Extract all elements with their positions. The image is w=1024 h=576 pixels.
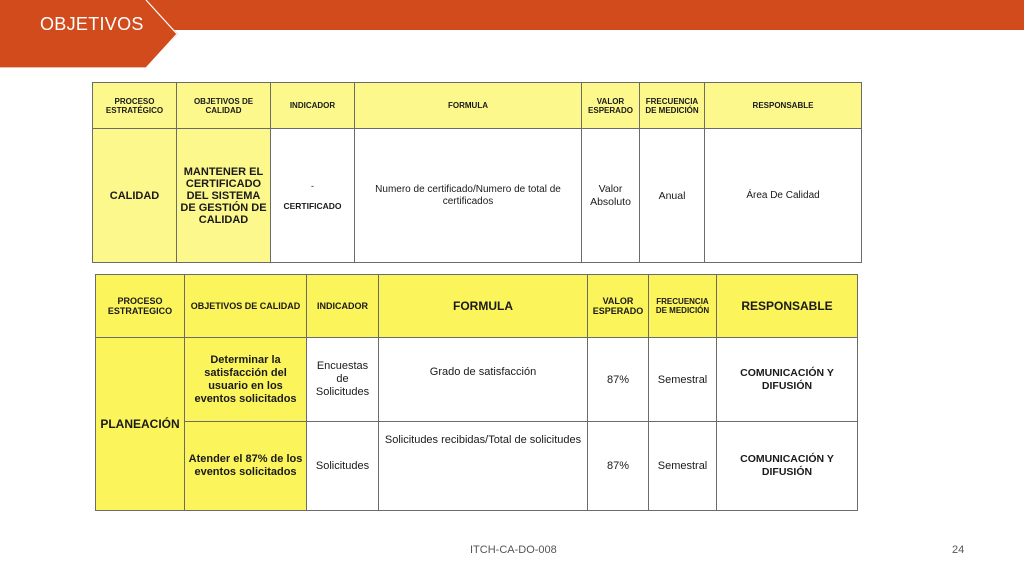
cell-valor: Valor Absoluto	[582, 129, 640, 263]
cell-responsable: Área De Calidad	[705, 129, 862, 263]
header-objetivos: OBJETIVOS DE CALIDAD	[185, 275, 307, 338]
cell-proceso: PLANEACIÓN	[96, 338, 185, 511]
cell-responsable: COMUNICACIÓN Y DIFUSIÓN	[717, 422, 858, 511]
header-responsable: RESPONSABLE	[717, 275, 858, 338]
header-formula: FORMULA	[355, 83, 582, 129]
cell-objetivo: Atender el 87% de los eventos solicitados	[185, 422, 307, 511]
header-formula: FORMULA	[379, 275, 588, 338]
cell-valor: 87%	[588, 338, 649, 422]
header-frecuencia: FRECUENCIA DE MEDICIÓN	[649, 275, 717, 338]
cell-frecuencia: Semestral	[649, 422, 717, 511]
cell-frecuencia: Semestral	[649, 338, 717, 422]
header-valor: VALOR ESPERADO	[588, 275, 649, 338]
cell-responsable: COMUNICACIÓN Y DIFUSIÓN	[717, 338, 858, 422]
slide-title: OBJETIVOS	[40, 14, 144, 34]
header-frecuencia: FRECUENCIA DE MEDICIÓN	[640, 83, 705, 129]
footer-page-number: 24	[952, 544, 965, 556]
header-responsable: RESPONSABLE	[705, 83, 862, 129]
title-tab-outline	[0, 0, 180, 70]
header-indicador: INDICADOR	[307, 275, 379, 338]
calidad-objectives-table	[92, 82, 862, 263]
indicator-mark: -	[311, 180, 314, 191]
header-valor: VALOR ESPERADO	[582, 83, 640, 129]
header-proceso: PROCESO ESTRATEGICO	[96, 275, 185, 338]
planeacion-objectives-table	[95, 274, 858, 511]
cell-formula: Grado de satisfacción	[379, 338, 588, 422]
header-proceso: PROCESO ESTRATÉGICO	[93, 83, 177, 129]
footer-document-code: ITCH-CA-DO-008	[470, 544, 557, 556]
cell-objetivo: MANTENER EL CERTIFICADO DEL SISTEMA DE GESTIÓN DE CALIDAD	[177, 129, 271, 263]
cell-frecuencia: Anual	[640, 129, 705, 263]
cell-formula: Numero de certificado/Numero de total de certificados	[355, 129, 582, 263]
indicator-text: CERTIFICADO	[283, 200, 342, 211]
cell-proceso: CALIDAD	[93, 129, 177, 263]
cell-indicador: Encuestas de Solicitudes	[307, 338, 379, 422]
cell-indicador	[271, 129, 355, 263]
cell-valor: 87%	[588, 422, 649, 511]
cell-formula: Solicitudes recibidas/Total de solicitudes	[379, 422, 588, 511]
header-objetivos: OBJETIVOS DE CALIDAD	[177, 83, 271, 129]
cell-objetivo: Determinar la satisfacción del usuario en los eventos solicitados	[185, 338, 307, 422]
cell-indicador: Solicitudes	[307, 422, 379, 511]
header-indicador: INDICADOR	[271, 83, 355, 129]
